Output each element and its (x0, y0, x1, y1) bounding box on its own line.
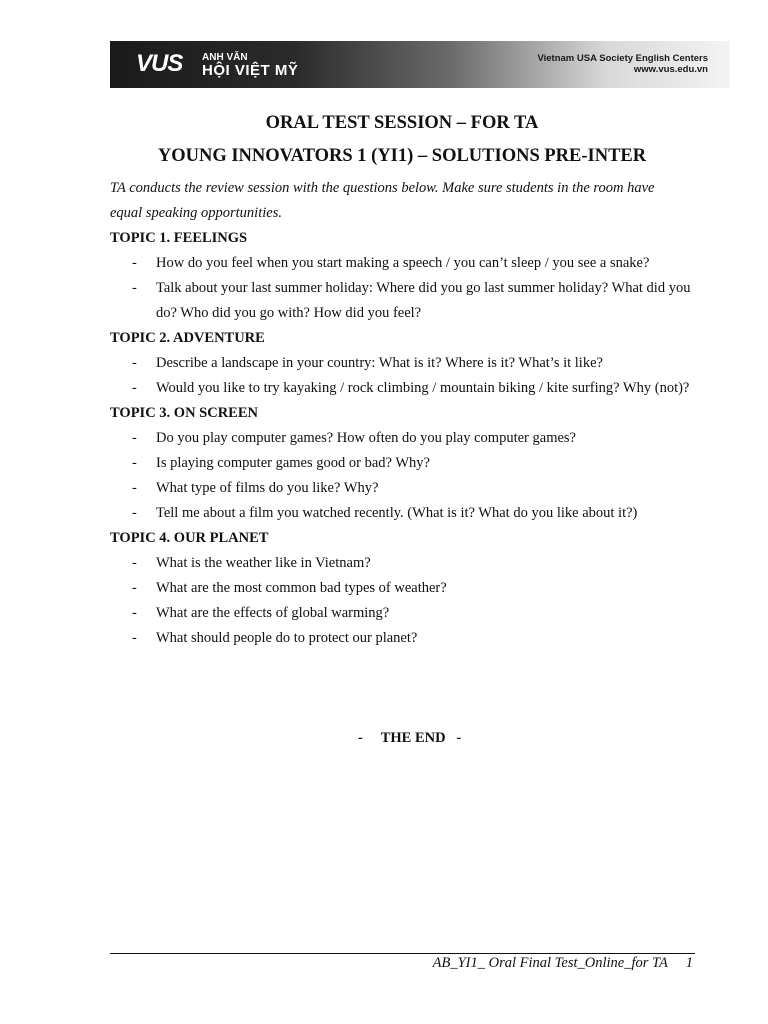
bullet-dash: - (132, 605, 137, 621)
topic-heading: TOPIC 2. ADVENTURE (110, 330, 265, 346)
question-item (110, 476, 700, 501)
question-item (110, 276, 700, 326)
question-item (110, 376, 700, 401)
bullet-dash: - (132, 355, 137, 371)
bullet-dash: - (132, 630, 137, 646)
question-item (110, 626, 700, 651)
document-title: ORAL TEST SESSION – FOR TA (265, 113, 539, 133)
question-item (110, 251, 700, 276)
question-text: What are the most common bad types of weather? (156, 580, 447, 596)
intro-instructions: TA conducts the review session with the questions below. Make sure students in the room have equal speaking opportunities. (110, 180, 655, 221)
question-text: Is playing computer games good or bad? Why? (156, 455, 430, 471)
question-item (110, 601, 700, 626)
question-text: Would you like to try kayaking / rock climbing / mountain biking / kite surfing? Why (not)? (156, 380, 690, 396)
bullet-dash: - (132, 380, 137, 396)
topics-list (110, 226, 700, 651)
footer-doc-name: AB_YI1_ Oral Final Test_Online_for TA (432, 955, 668, 971)
question-text: Tell me about a film you watched recently. (What is it? What do you like about it?) (156, 505, 638, 521)
question-item (110, 426, 700, 451)
bullet-dash: - (132, 580, 137, 596)
question-text: Do you play computer games? How often do you play computer games? (156, 430, 576, 446)
org-website: www.vus.edu.vn (633, 64, 708, 75)
question-text: What type of films do you like? Why? (156, 480, 379, 496)
logo-wordmark (202, 52, 298, 79)
topic-heading: TOPIC 3. ON SCREEN (110, 405, 258, 421)
header-org-info (537, 53, 708, 75)
org-name: Vietnam USA Society English Centers (537, 53, 708, 64)
topic-heading: TOPIC 4. OUR PLANET (110, 530, 269, 546)
question-item (110, 451, 700, 476)
question-item (110, 351, 700, 376)
bullet-dash: - (132, 430, 137, 446)
question-text: Describe a landscape in your country: What is it? Where is it? What’s it like? (156, 355, 603, 371)
question-text: What are the effects of global warming? (156, 605, 390, 621)
bullet-dash: - (132, 505, 137, 521)
question-item (110, 501, 700, 526)
vus-logo: VUS (136, 50, 183, 77)
document-subtitle: YOUNG INNOVATORS 1 (YI1) – SOLUTIONS PRE-INTER (157, 146, 647, 166)
bullet-dash: - (132, 455, 137, 471)
logo-line1: ANH VĂN (202, 52, 248, 63)
question-text: What is the weather like in Vietnam? (156, 555, 371, 571)
footer (433, 955, 693, 972)
page-number: 1 (685, 955, 693, 971)
question-item (110, 551, 700, 576)
bullet-dash: - (132, 280, 137, 296)
question-text: How do you feel when you start making a speech / you can’t sleep / you see a snake? (156, 255, 650, 271)
end-marker: - THE END - (358, 730, 462, 746)
footer-divider (110, 953, 695, 954)
logo-line2: HỘI VIỆT MỸ (202, 62, 299, 79)
question-item (110, 576, 700, 601)
bullet-dash: - (132, 480, 137, 496)
question-text: Talk about your last summer holiday: Where did you go last summer holiday? What did you do? Who did you go with? How did you feel? (156, 280, 691, 321)
header-banner (110, 41, 730, 88)
bullet-dash: - (132, 255, 137, 271)
bullet-dash: - (132, 555, 137, 571)
topic-heading: TOPIC 1. FEELINGS (110, 230, 248, 246)
question-text: What should people do to protect our planet? (156, 630, 418, 646)
